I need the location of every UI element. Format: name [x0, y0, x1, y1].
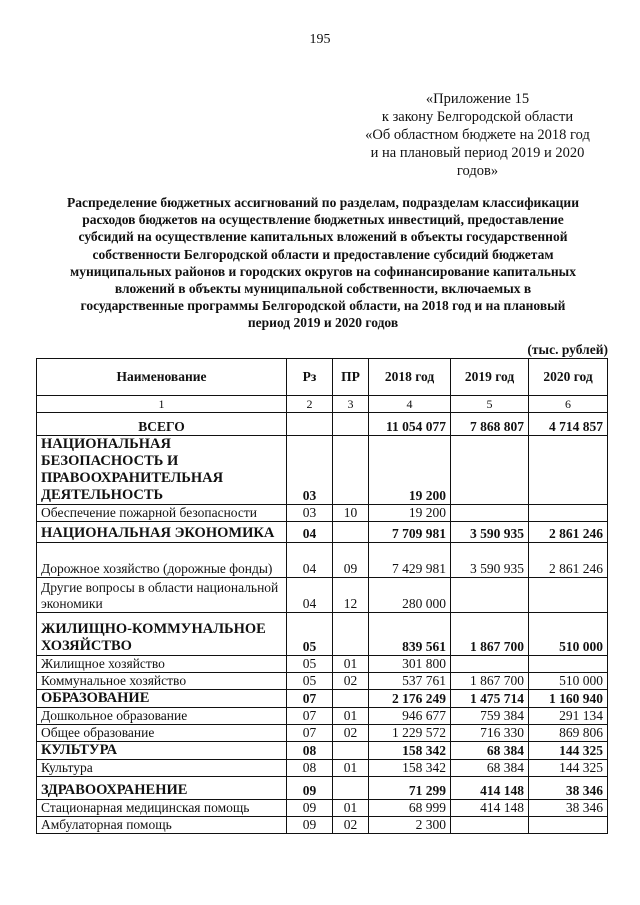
page-number: 195 [309, 32, 331, 47]
row-2018: 2 300 [369, 817, 451, 834]
appendix-line: к закону Белгородской области [381, 109, 574, 125]
row-pr: 01 [333, 708, 369, 725]
row-rz: 09 [287, 800, 333, 817]
row-2020: 38 346 [529, 777, 608, 800]
total-rz [287, 413, 333, 436]
row-rz: 07 [287, 708, 333, 725]
row-pr: 10 [333, 505, 369, 522]
column-number: 4 [369, 396, 451, 413]
row-pr: 01 [333, 656, 369, 673]
row-name: Амбулаторная помощь [37, 817, 287, 834]
row-2018: 158 342 [369, 742, 451, 760]
total-label: ВСЕГО [37, 413, 287, 436]
row-2018: 7 429 981 [369, 543, 451, 578]
title-line: государственные программы Белгородской области, на 2018 год и на плановый [80, 298, 566, 314]
row-2018: 2 176 249 [369, 690, 451, 708]
row-2020: 1 160 940 [529, 690, 608, 708]
row-pr: 02 [333, 725, 369, 742]
row-2020: 2 861 246 [529, 543, 608, 578]
document-title [38, 194, 608, 332]
row-rz: 07 [287, 690, 333, 708]
row-2020: 510 000 [529, 673, 608, 690]
row-name: Другие вопросы в области национальной экономики [37, 578, 287, 613]
subsection-row [37, 673, 608, 690]
row-name: Коммунальное хозяйство [37, 673, 287, 690]
row-2020: 510 000 [529, 613, 608, 656]
appendix-line: «Приложение 15 [425, 91, 530, 107]
section-row [37, 690, 608, 708]
subsection-row [37, 543, 608, 578]
title-line: собственности Белгородской области и предоставление субсидий бюджетам [92, 246, 554, 262]
row-2020 [529, 578, 608, 613]
column-number: 6 [529, 396, 608, 413]
row-2018: 71 299 [369, 777, 451, 800]
row-name: Дорожное хозяйство (дорожные фонды) [37, 543, 287, 578]
row-2019 [451, 817, 529, 834]
total-2019: 7 868 807 [451, 413, 529, 436]
title-line: Распределение бюджетных ассигнований по разделам, подразделам классификации [67, 195, 579, 210]
section-row [37, 777, 608, 800]
row-2019: 68 384 [451, 742, 529, 760]
row-2020 [529, 656, 608, 673]
row-2020: 291 134 [529, 708, 608, 725]
row-rz: 03 [287, 436, 333, 505]
row-name: Жилищное хозяйство [37, 656, 287, 673]
row-pr: 02 [333, 817, 369, 834]
total-row [37, 413, 608, 436]
row-2019: 414 148 [451, 800, 529, 817]
column-number-row [37, 396, 608, 413]
row-2018: 158 342 [369, 760, 451, 777]
row-2018: 19 200 [369, 436, 451, 505]
appendix-line: «Об областном бюджете на 2018 год [365, 127, 590, 143]
row-name: Обеспечение пожарной безопасности [37, 505, 287, 522]
row-2018: 839 561 [369, 613, 451, 656]
row-2018: 946 677 [369, 708, 451, 725]
row-pr: 09 [333, 543, 369, 578]
row-2018: 537 761 [369, 673, 451, 690]
header-2020: 2020 год [529, 359, 608, 396]
subsection-row [37, 800, 608, 817]
header-pr: ПР [333, 359, 369, 396]
section-row [37, 613, 608, 656]
total-pr [333, 413, 369, 436]
row-2018: 301 800 [369, 656, 451, 673]
row-2020: 2 861 246 [529, 522, 608, 543]
subsection-row [37, 578, 608, 613]
subsection-row [37, 760, 608, 777]
subsection-row [37, 656, 608, 673]
row-rz: 07 [287, 725, 333, 742]
subsection-row [37, 817, 608, 834]
row-2019 [451, 436, 529, 505]
row-2018: 1 229 572 [369, 725, 451, 742]
row-2018: 7 709 981 [369, 522, 451, 543]
title-line: муниципальных районов и городских округов на софинансирование капитальных [70, 263, 576, 279]
row-2020 [529, 436, 608, 505]
column-number: 2 [287, 396, 333, 413]
row-name: КУЛЬТУРА [37, 742, 287, 760]
row-pr [333, 522, 369, 543]
appendix-line: и на плановый период 2019 и 2020 [370, 145, 585, 161]
row-2019: 1 867 700 [451, 673, 529, 690]
appendix-header [330, 90, 625, 180]
row-2020: 144 325 [529, 760, 608, 777]
row-rz: 08 [287, 742, 333, 760]
row-2019: 1 867 700 [451, 613, 529, 656]
row-rz: 05 [287, 613, 333, 656]
subsection-row [37, 725, 608, 742]
row-2019 [451, 656, 529, 673]
row-pr: 01 [333, 800, 369, 817]
row-rz: 05 [287, 673, 333, 690]
row-2018: 68 999 [369, 800, 451, 817]
header-2019: 2019 год [451, 359, 529, 396]
row-2019: 3 590 935 [451, 543, 529, 578]
row-name: Стационарная медицинская помощь [37, 800, 287, 817]
row-2019: 1 475 714 [451, 690, 529, 708]
row-2019 [451, 578, 529, 613]
total-2020: 4 714 857 [529, 413, 608, 436]
row-2019 [451, 505, 529, 522]
section-row [37, 742, 608, 760]
row-rz: 03 [287, 505, 333, 522]
row-2020: 144 325 [529, 742, 608, 760]
subsection-row [37, 708, 608, 725]
row-name: НАЦИОНАЛЬНАЯ ЭКОНОМИКА [37, 522, 287, 543]
column-number: 5 [451, 396, 529, 413]
header-name: Наименование [37, 359, 287, 396]
row-pr: 12 [333, 578, 369, 613]
row-2020: 869 806 [529, 725, 608, 742]
column-number: 1 [37, 396, 287, 413]
row-rz: 04 [287, 522, 333, 543]
units-label: (тыс. рублей) [527, 342, 608, 357]
row-2018: 280 000 [369, 578, 451, 613]
budget-table [36, 358, 608, 834]
column-number: 3 [333, 396, 369, 413]
total-2018: 11 054 077 [369, 413, 451, 436]
row-rz: 04 [287, 578, 333, 613]
row-rz: 09 [287, 777, 333, 800]
title-line: вложений в объекты муниципальной собственности, включаемых в [114, 281, 532, 297]
row-name: ЗДРАВООХРАНЕНИЕ [37, 777, 287, 800]
title-line: период 2019 и 2020 годов [247, 315, 399, 331]
section-row [37, 522, 608, 543]
row-2019: 414 148 [451, 777, 529, 800]
section-row [37, 436, 608, 505]
row-pr [333, 436, 369, 505]
appendix-line: годов» [456, 163, 499, 179]
row-2019: 759 384 [451, 708, 529, 725]
row-2018: 19 200 [369, 505, 451, 522]
row-pr [333, 777, 369, 800]
row-pr [333, 742, 369, 760]
row-name: ЖИЛИЩНО-КОММУНАЛЬНОЕ ХОЗЯЙСТВО [37, 613, 287, 656]
row-pr: 01 [333, 760, 369, 777]
row-pr [333, 690, 369, 708]
row-2020 [529, 817, 608, 834]
row-pr: 02 [333, 673, 369, 690]
row-2019: 716 330 [451, 725, 529, 742]
row-name: Культура [37, 760, 287, 777]
row-name: ОБРАЗОВАНИЕ [37, 690, 287, 708]
row-2019: 68 384 [451, 760, 529, 777]
row-name: Дошкольное образование [37, 708, 287, 725]
row-2020: 38 346 [529, 800, 608, 817]
row-name: Общее образование [37, 725, 287, 742]
row-rz: 05 [287, 656, 333, 673]
subsection-row [37, 505, 608, 522]
title-line: расходов бюджетов на осуществление бюджетных инвестиций, предоставление [82, 212, 564, 228]
row-2019: 3 590 935 [451, 522, 529, 543]
row-rz: 09 [287, 817, 333, 834]
title-line: субсидий на осуществление капитальных вложений в объекты государственной [78, 229, 568, 245]
header-rz: Рз [287, 359, 333, 396]
row-2020 [529, 505, 608, 522]
table-header-row [37, 359, 608, 396]
row-rz: 08 [287, 760, 333, 777]
row-rz: 04 [287, 543, 333, 578]
row-pr [333, 613, 369, 656]
row-name: НАЦИОНАЛЬНАЯ БЕЗОПАСНОСТЬ И ПРАВООХРАНИТЕЛЬНАЯ ДЕЯТЕЛЬНОСТЬ [37, 436, 287, 505]
header-2018: 2018 год [369, 359, 451, 396]
